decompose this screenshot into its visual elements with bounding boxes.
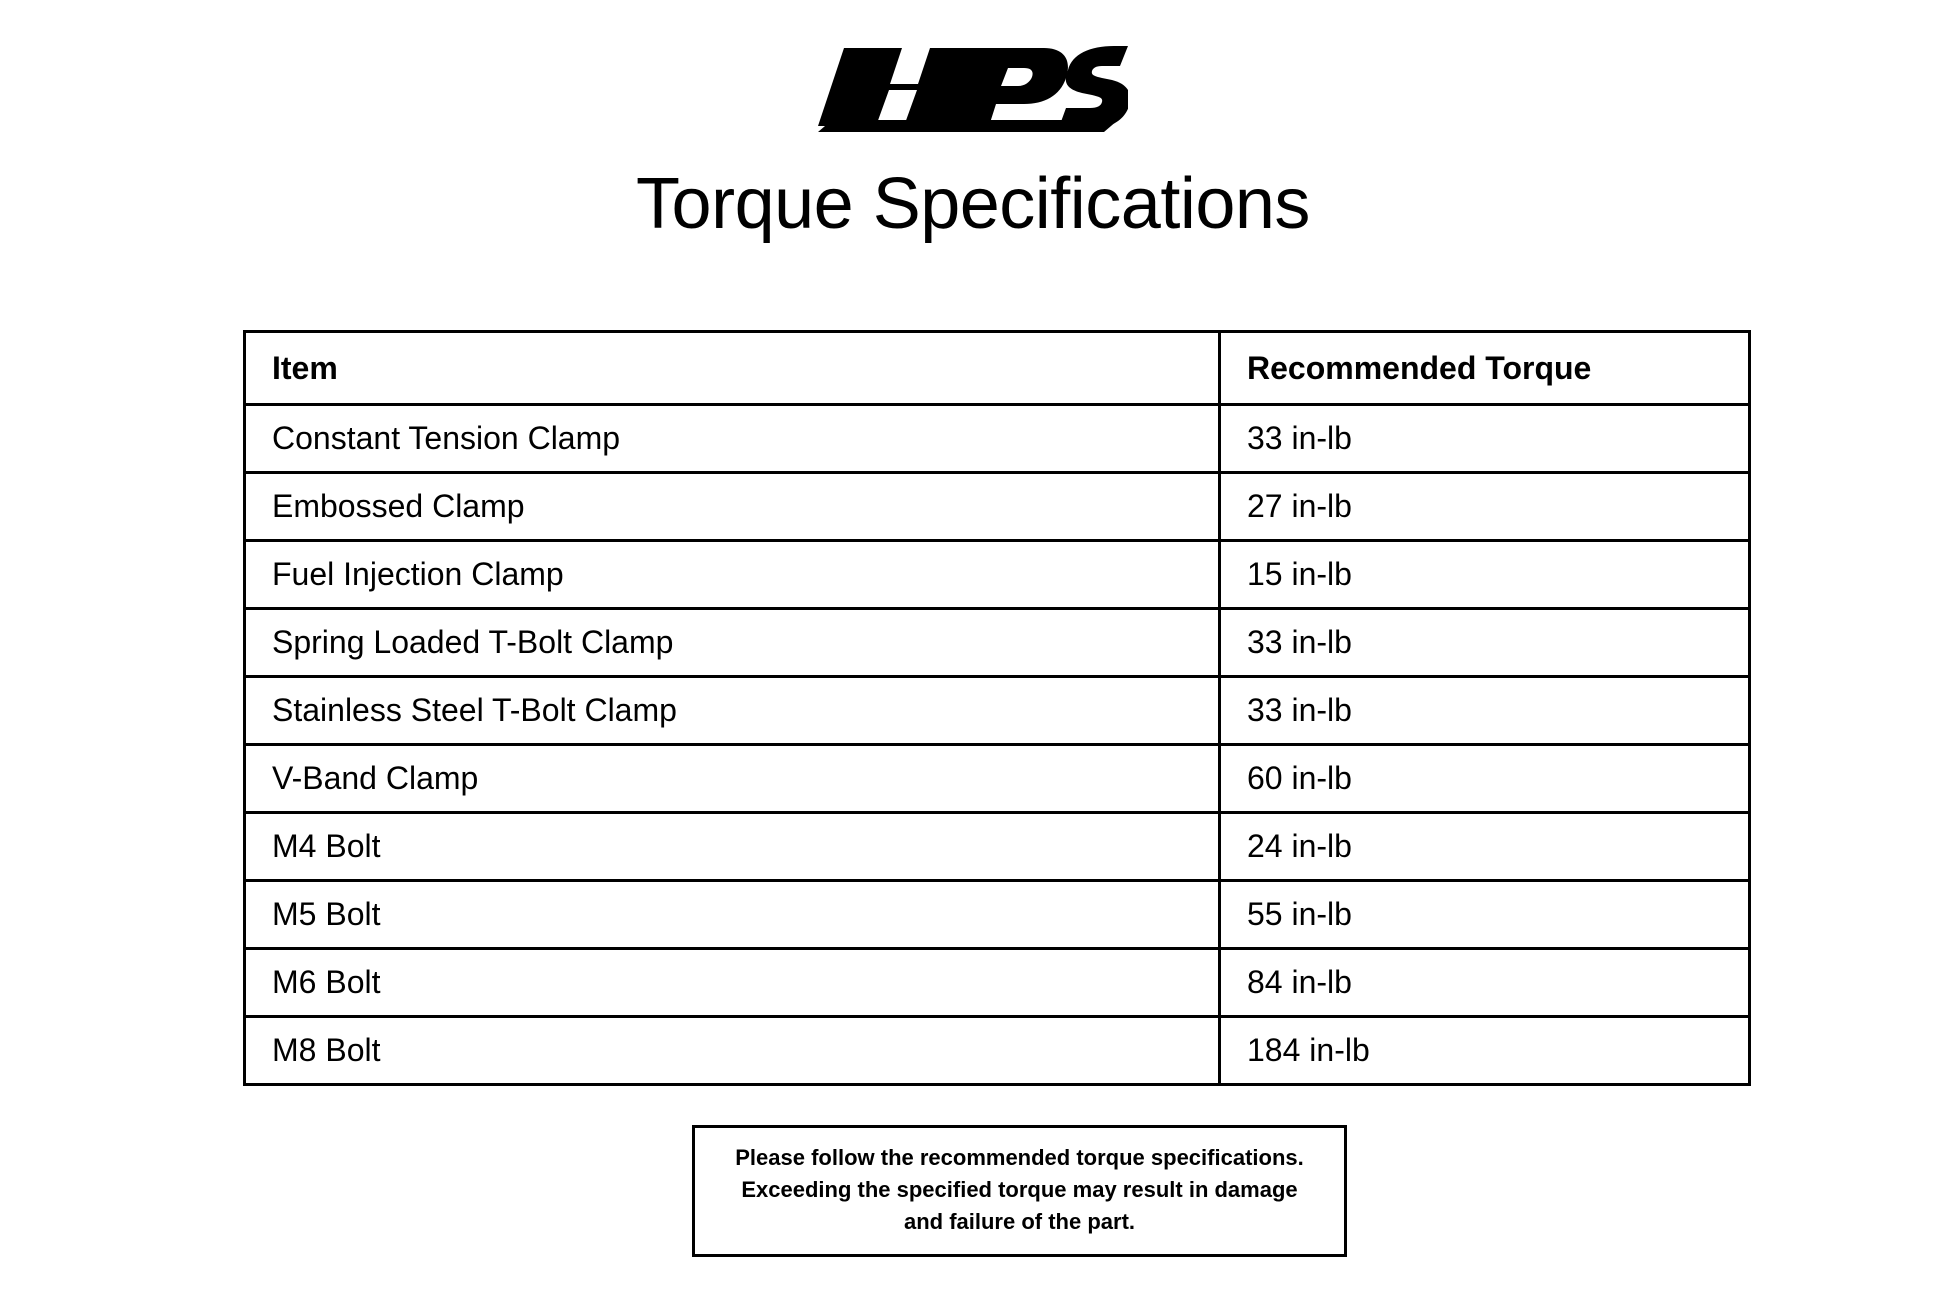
cell-torque: 60 in-lb — [1220, 745, 1750, 813]
table-row — [245, 745, 1750, 813]
note-line-3: and failure of the part. — [903, 1208, 1136, 1234]
cell-item: Stainless Steel T-Bolt Clamp — [245, 677, 1220, 745]
table-row — [245, 813, 1750, 881]
cell-torque: 27 in-lb — [1220, 473, 1750, 541]
brand-logo — [0, 40, 1946, 137]
table-row — [245, 949, 1750, 1017]
torque-table-container — [243, 330, 1748, 1086]
cell-torque: 33 in-lb — [1220, 677, 1750, 745]
table-row — [245, 881, 1750, 949]
cell-torque: 33 in-lb — [1220, 405, 1750, 473]
cell-item: Embossed Clamp — [245, 473, 1220, 541]
cell-torque: 184 in-lb — [1220, 1017, 1750, 1085]
cell-item: M4 Bolt — [245, 813, 1220, 881]
cell-torque: 24 in-lb — [1220, 813, 1750, 881]
note-line-2: Exceeding the specified torque may result in damage — [741, 1176, 1298, 1202]
warning-note — [692, 1125, 1347, 1257]
hps-logo-icon — [818, 40, 1128, 132]
cell-torque: 55 in-lb — [1220, 881, 1750, 949]
cell-torque: 15 in-lb — [1220, 541, 1750, 609]
note-line-1: Please follow the recommended torque specifications. — [735, 1145, 1304, 1170]
cell-item: M8 Bolt — [245, 1017, 1220, 1085]
table-row — [245, 609, 1750, 677]
cell-item: Fuel Injection Clamp — [245, 541, 1220, 609]
cell-item: M6 Bolt — [245, 949, 1220, 1017]
table-row — [245, 541, 1750, 609]
cell-item: M5 Bolt — [245, 881, 1220, 949]
column-header-item: Item — [245, 332, 1220, 405]
cell-item: Constant Tension Clamp — [245, 405, 1220, 473]
cell-item: V-Band Clamp — [245, 745, 1220, 813]
column-header-recommended-torque: Recommended Torque — [1220, 332, 1750, 405]
torque-specifications-table — [243, 330, 1751, 1086]
page-title: Torque Specifications — [636, 164, 1310, 244]
table-header-row — [245, 332, 1750, 405]
table-row — [245, 405, 1750, 473]
cell-item: Spring Loaded T-Bolt Clamp — [245, 609, 1220, 677]
table-row — [245, 1017, 1750, 1085]
table-row — [245, 677, 1750, 745]
cell-torque: 84 in-lb — [1220, 949, 1750, 1017]
table-row — [245, 473, 1750, 541]
cell-torque: 33 in-lb — [1220, 609, 1750, 677]
